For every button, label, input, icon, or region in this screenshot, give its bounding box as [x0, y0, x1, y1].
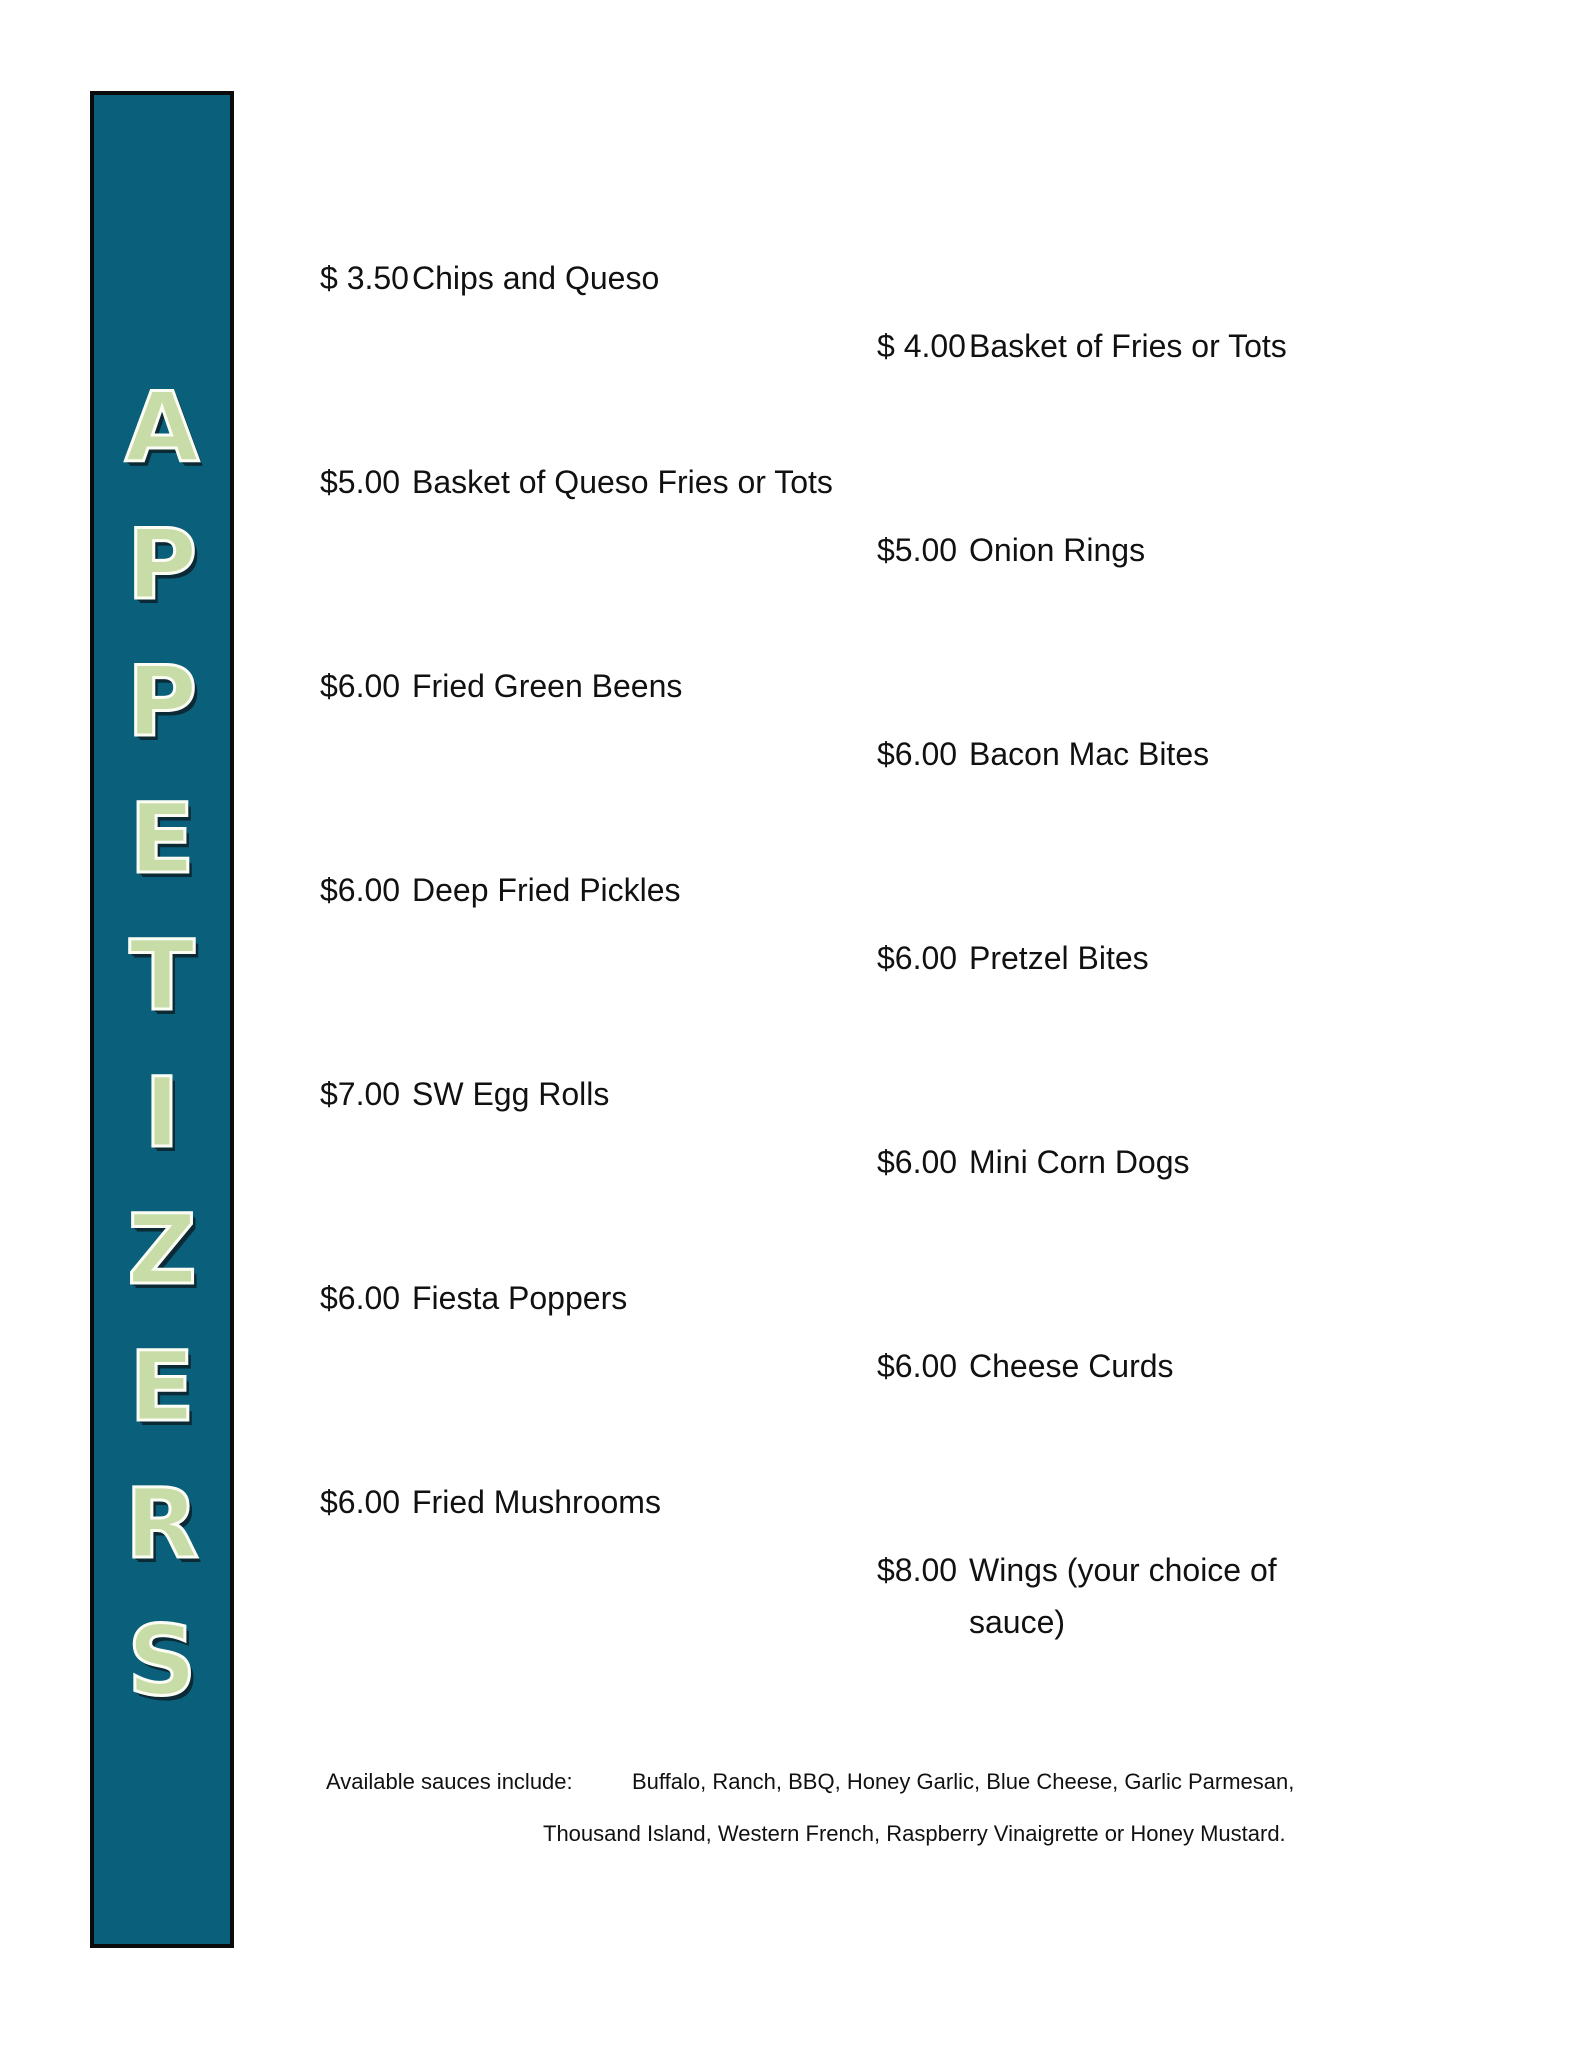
- banner-title: [94, 360, 230, 1730]
- item-name: Deep Fried Pickles: [412, 872, 681, 908]
- menu-item: [320, 456, 833, 508]
- item-name: Fried Green Beens: [412, 668, 683, 704]
- menu-item: [320, 864, 681, 916]
- menu-item: [320, 252, 659, 304]
- menu-item: [877, 932, 1149, 984]
- item-price: $6.00: [877, 736, 958, 772]
- item-name: Chips and Queso: [412, 260, 660, 296]
- banner-letter: E: [129, 1331, 195, 1443]
- item-name: Bacon Mac Bites: [969, 736, 1210, 772]
- item-price: $6.00: [320, 872, 401, 908]
- banner-letter: I: [144, 1057, 180, 1169]
- item-name: Mini Corn Dogs: [969, 1144, 1190, 1180]
- item-price: $ 3.50: [320, 260, 409, 296]
- sauces-list-line-1: Buffalo, Ranch, BBQ, Honey Garlic, Blue Cheese, Garlic Parmesan,: [632, 1769, 1295, 1794]
- item-price: $6.00: [320, 1280, 401, 1316]
- item-name: Basket of Fries or Tots: [969, 328, 1287, 364]
- item-price: $7.00: [320, 1076, 401, 1112]
- banner-letter: E: [129, 783, 195, 895]
- banner-letter: P: [126, 509, 198, 621]
- item-price: $6.00: [320, 1484, 401, 1520]
- item-name: Onion Rings: [969, 532, 1146, 568]
- banner-letter: T: [129, 920, 195, 1032]
- item-price: $ 4.00: [877, 328, 966, 364]
- menu-item: [320, 1476, 661, 1528]
- item-name: Wings (your choice of sauce): [969, 1552, 1277, 1640]
- item-name: Fried Mushrooms: [412, 1484, 661, 1520]
- sauces-list-line-2: Thousand Island, Western French, Raspberry Vinaigrette or Honey Mustard.: [543, 1821, 1286, 1846]
- menu-item: [877, 524, 1145, 576]
- menu-item: [320, 1068, 609, 1120]
- item-name: Fiesta Poppers: [412, 1280, 628, 1316]
- banner-letter: R: [125, 1468, 199, 1580]
- item-price: $6.00: [877, 1144, 958, 1180]
- appetizers-banner: [90, 91, 234, 1948]
- menu-item: [877, 1136, 1190, 1188]
- banner-letter: Z: [127, 1194, 197, 1306]
- banner-letter: S: [127, 1605, 197, 1717]
- menu-item: [877, 728, 1209, 780]
- item-name: SW Egg Rolls: [412, 1076, 610, 1112]
- item-price: $8.00: [877, 1552, 958, 1588]
- menu-item: [320, 1272, 627, 1324]
- item-price: $6.00: [877, 940, 958, 976]
- banner-letter: P: [126, 646, 198, 758]
- item-name: Cheese Curds: [969, 1348, 1174, 1384]
- item-name: Pretzel Bites: [969, 940, 1149, 976]
- item-price: $5.00: [320, 464, 401, 500]
- banner-letter: A: [124, 372, 200, 484]
- menu-item: [877, 1544, 1319, 1648]
- menu-item: [877, 320, 1287, 372]
- menu-item: [320, 660, 682, 712]
- item-price: $5.00: [877, 532, 958, 568]
- menu-item: [877, 1340, 1174, 1392]
- item-price: $6.00: [320, 668, 401, 704]
- item-name: Basket of Queso Fries or Tots: [412, 464, 833, 500]
- sauces-label: Available sauces include:: [326, 1769, 573, 1794]
- item-price: $6.00: [877, 1348, 958, 1384]
